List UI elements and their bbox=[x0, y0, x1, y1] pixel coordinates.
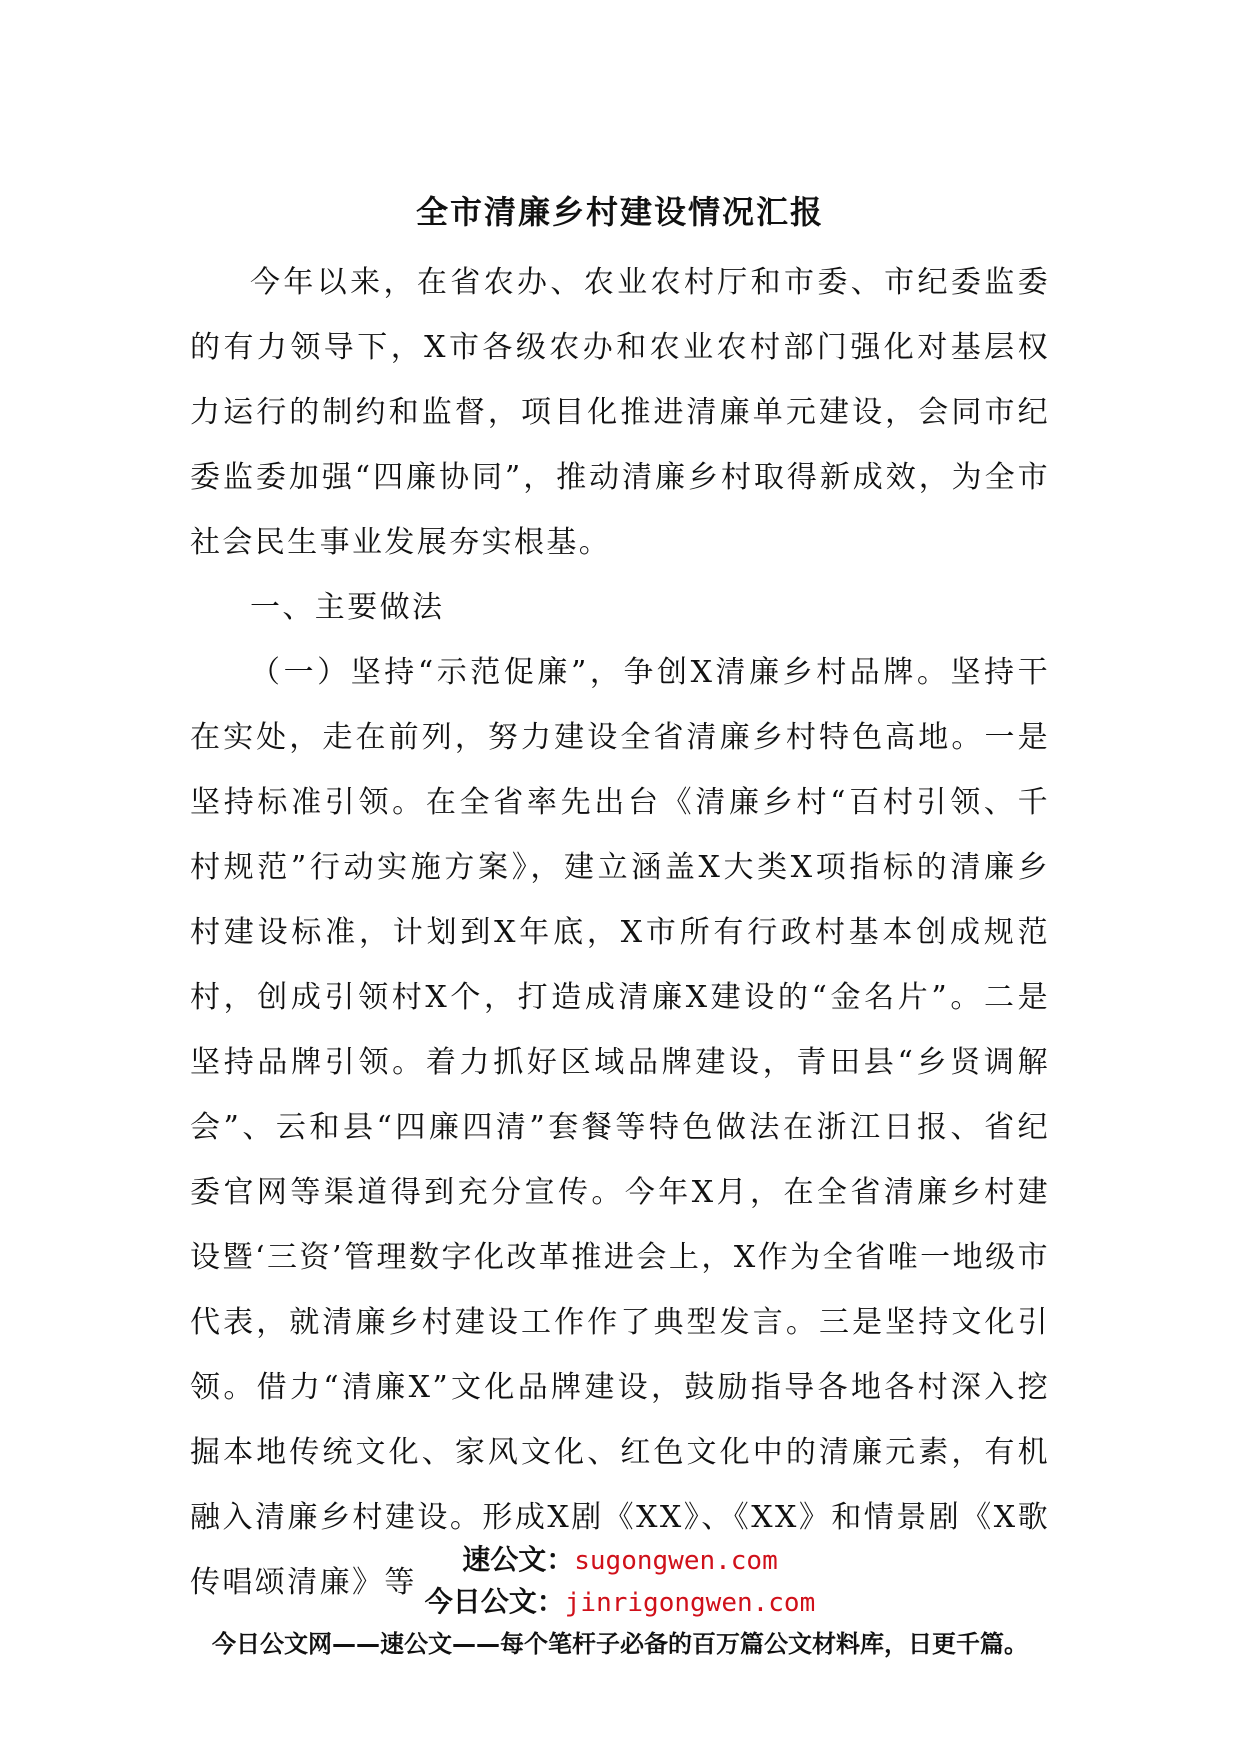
footer-link-jinrigongwen[interactable]: jinrigongwen.com bbox=[564, 1588, 816, 1618]
footer-line-jinrigongwen bbox=[0, 1582, 1240, 1623]
footer-link-sugongwen[interactable]: sugongwen.com bbox=[574, 1546, 778, 1576]
document-body bbox=[190, 250, 1050, 1615]
footer-slogan bbox=[0, 1626, 1240, 1662]
footer-label-jinrigongwen: 今日公文： bbox=[424, 1585, 565, 1618]
section-heading: 一、主要做法 bbox=[250, 590, 445, 625]
document-title: 全市清廉乡村建设情况汇报 bbox=[415, 193, 824, 231]
footer-label-sugongwen: 速公文： bbox=[462, 1543, 575, 1576]
intro-paragraph: 今年以来，在省农办、农业农村厅和市委、市纪委监委的有力领导下，X市各级农办和农业农村部门强化对基层权力运行的制约和监督，项目化推进清廉单元建设，会同市纪委监委加强“四廉协同”，推动清廉乡村取得新成效，为全市社会民生事业发展夯实根基。 bbox=[190, 265, 1050, 560]
footer-line-sugongwen bbox=[0, 1540, 1240, 1581]
footer-slogan-text: 今日公文网——速公文——每个笔杆子必备的百万篇公文材料库，日更千篇。 bbox=[212, 1630, 1028, 1658]
section-paragraph: （一）坚持“示范促廉”，争创X清廉乡村品牌。坚持干在实处，走在前列，努力建设全省清廉乡村特色高地。一是坚持标准引领。在全省率先出台《清廉乡村“百村引领、千村规范”行动实施方案》，建立涵盖X大类X项指标的清廉乡村建设标准，计划到X年底，X市所有行政村基本创成规范村，创成引领村X个，打造成清廉X建设的“金名片”。二是坚持品牌引领。着力抓好区域品牌建设，青田县“乡贤调解会”、云和县“四廉四清”套餐等特色做法在浙江日报、省纪委官网等渠道得到充分宣传。今年X月，在全省清廉乡村建设暨‘三资’管理数字化改革推进会上，X作为全省唯一地级市代表，就清廉乡村建设工作作了典型发言。三是坚持文化引领。借力“清廉X”文化品牌建设，鼓励指导各地各村深入挖掘本地传统文化、家风文化、红色文化中的清廉元素，有机融入清廉乡村建设。形成X剧《XX》、《XX》和情景剧《X歌传唱颂清廉》等 bbox=[190, 655, 1050, 1600]
